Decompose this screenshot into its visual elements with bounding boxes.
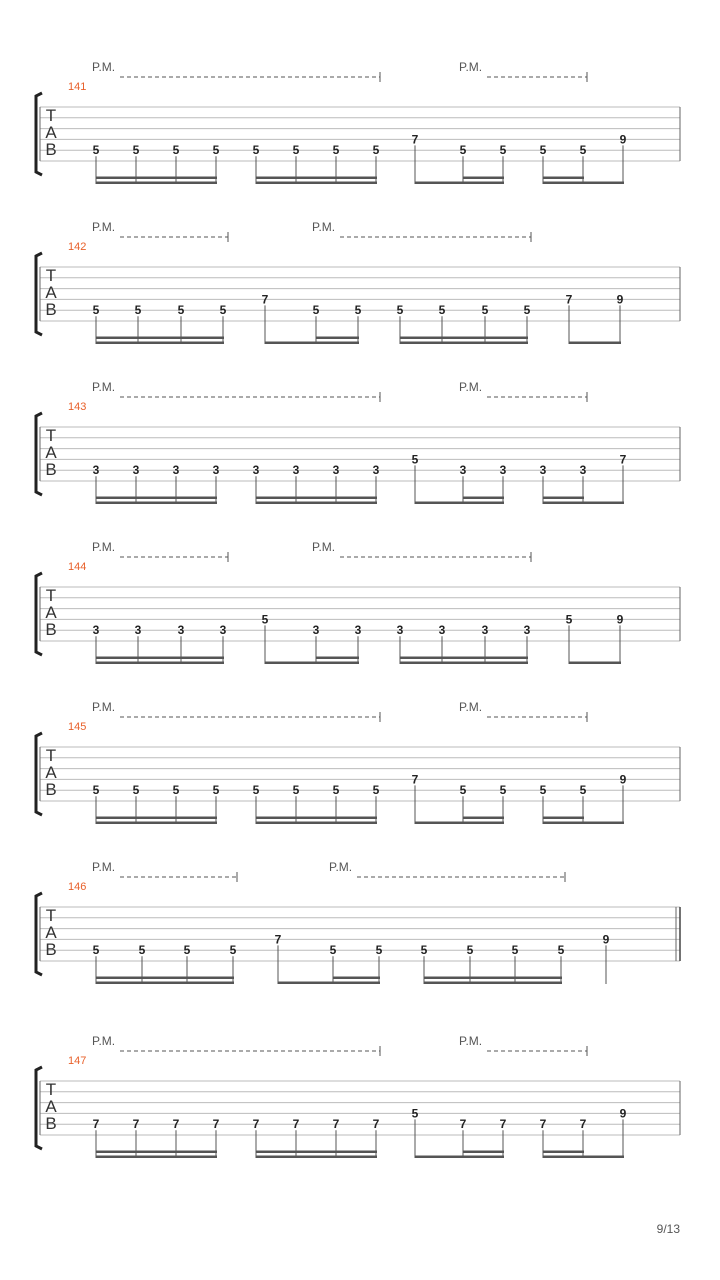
fret-number: 5 (332, 783, 340, 798)
fret-number: 5 (579, 783, 587, 798)
fret-number: 5 (372, 783, 380, 798)
tab-clef-letter: T (45, 106, 57, 125)
fret-number: 3 (292, 463, 300, 478)
tab-clef-letter: B (45, 460, 57, 479)
beam-primary (96, 182, 217, 185)
fret-number: 5 (411, 452, 419, 467)
fret-number: 5 (539, 783, 547, 798)
beam-secondary (543, 497, 584, 500)
fret-number: 3 (539, 463, 547, 478)
beam-secondary (256, 1151, 377, 1154)
tab-system (36, 700, 680, 824)
fret-number: 7 (499, 1117, 507, 1132)
palm-mute-label: P.M. (92, 860, 116, 874)
fret-number: 7 (261, 292, 269, 307)
beam-primary (256, 502, 377, 505)
system-bracket (36, 93, 42, 175)
fret-number: 5 (172, 143, 180, 158)
beam-primary (265, 662, 359, 665)
tab-clef-letter: T (45, 426, 57, 445)
fret-number: 5 (183, 943, 191, 958)
beam-secondary (463, 817, 504, 820)
fret-number: 5 (375, 943, 383, 958)
measure-number: 141 (68, 81, 87, 93)
tab-clef-letter: A (45, 763, 57, 782)
tab-clef-letter: B (45, 780, 57, 799)
beam-primary (96, 662, 224, 665)
fret-number: 9 (616, 612, 624, 627)
fret-number: 3 (523, 623, 531, 638)
fret-number: 3 (212, 463, 220, 478)
tab-clef-letter: A (45, 283, 57, 302)
fret-number: 9 (602, 932, 610, 947)
fret-number: 7 (579, 1117, 587, 1132)
fret-number: 3 (92, 623, 100, 638)
fret-number: 5 (354, 303, 362, 318)
measure-number: 146 (68, 881, 87, 893)
tab-clef-letter: A (45, 1097, 57, 1116)
fret-number: 7 (172, 1117, 180, 1132)
tab-system (36, 60, 680, 184)
fret-number: 5 (261, 612, 269, 627)
beam-secondary (463, 1151, 504, 1154)
fret-number: 7 (411, 772, 419, 787)
system-bracket (36, 253, 42, 335)
fret-number: 3 (354, 623, 362, 638)
beam-primary (256, 182, 377, 185)
tab-system (36, 1034, 680, 1158)
fret-number: 7 (92, 1117, 100, 1132)
system-bracket (36, 733, 42, 815)
beam-secondary (316, 337, 359, 340)
fret-number: 3 (396, 623, 404, 638)
palm-mute-label: P.M. (92, 1034, 116, 1048)
beam-primary (265, 342, 359, 345)
beam-primary (96, 342, 224, 345)
fret-number: 5 (132, 783, 140, 798)
fret-number: 5 (466, 943, 474, 958)
measure-number: 145 (68, 721, 87, 733)
system-bracket (36, 893, 42, 975)
fret-number: 5 (565, 612, 573, 627)
beam-secondary (316, 657, 359, 660)
palm-mute-label: P.M. (92, 700, 116, 714)
fret-number: 5 (212, 783, 220, 798)
beam-secondary (543, 177, 584, 180)
beam-secondary (543, 1151, 584, 1154)
fret-number: 9 (619, 1106, 627, 1121)
beam-primary (415, 182, 504, 185)
fret-number: 3 (92, 463, 100, 478)
fret-number: 3 (438, 623, 446, 638)
fret-number: 7 (459, 1117, 467, 1132)
fret-number: 3 (132, 463, 140, 478)
fret-number: 5 (132, 143, 140, 158)
beam-primary (424, 982, 562, 985)
beam-primary (400, 662, 528, 665)
fret-number: 5 (212, 143, 220, 158)
tab-clef-letter: T (45, 266, 57, 285)
fret-number: 5 (420, 943, 428, 958)
fret-number: 3 (372, 463, 380, 478)
fret-number: 5 (92, 943, 100, 958)
tab-system (36, 220, 680, 344)
fret-number: 5 (459, 783, 467, 798)
beam-primary (278, 982, 380, 985)
fret-number: 3 (332, 463, 340, 478)
fret-number: 5 (332, 143, 340, 158)
tab-clef-letter: T (45, 586, 57, 605)
beam-primary (96, 822, 217, 825)
fret-number: 3 (172, 463, 180, 478)
fret-number: 5 (292, 143, 300, 158)
beam-primary (543, 502, 624, 505)
beam-primary (96, 1156, 217, 1159)
beam-primary (96, 982, 234, 985)
fret-number: 7 (619, 452, 627, 467)
fret-number: 5 (134, 303, 142, 318)
beam-secondary (96, 177, 217, 180)
palm-mute-label: P.M. (92, 60, 116, 74)
palm-mute-label: P.M. (329, 860, 353, 874)
beam-secondary (96, 1151, 217, 1154)
fret-number: 3 (312, 623, 320, 638)
palm-mute-label: P.M. (459, 700, 483, 714)
fret-number: 9 (619, 772, 627, 787)
fret-number: 3 (177, 623, 185, 638)
beam-secondary (400, 657, 528, 660)
fret-number: 7 (565, 292, 573, 307)
fret-number: 5 (539, 143, 547, 158)
beam-secondary (96, 497, 217, 500)
fret-number: 3 (499, 463, 507, 478)
tab-clef-letter: B (45, 620, 57, 639)
palm-mute-label: P.M. (312, 220, 336, 234)
beam-primary (415, 1156, 504, 1159)
fret-number: 3 (459, 463, 467, 478)
system-bracket (36, 573, 42, 655)
system-bracket (36, 413, 42, 495)
fret-number: 7 (539, 1117, 547, 1132)
measure-number: 147 (68, 1055, 87, 1067)
fret-number: 3 (134, 623, 142, 638)
beam-secondary (96, 657, 224, 660)
measure-number: 142 (68, 241, 87, 253)
page-number: 9/13 (656, 1222, 680, 1236)
tab-clef-letter: B (45, 1114, 57, 1133)
beam-primary (96, 502, 217, 505)
fret-number: 3 (219, 623, 227, 638)
beam-secondary (256, 817, 377, 820)
beam-primary (256, 822, 377, 825)
palm-mute-label: P.M. (459, 60, 483, 74)
measure-number: 144 (68, 561, 87, 573)
beam-primary (543, 1156, 624, 1159)
fret-number: 5 (372, 143, 380, 158)
beam-primary (415, 502, 504, 505)
beam-secondary (96, 337, 224, 340)
tab-clef-letter: B (45, 940, 57, 959)
tab-clef-letter: T (45, 906, 57, 925)
fret-number: 5 (396, 303, 404, 318)
fret-number: 7 (411, 132, 419, 147)
tab-clef-letter: A (45, 443, 57, 462)
fret-number: 5 (481, 303, 489, 318)
tab-clef-letter: A (45, 603, 57, 622)
beam-primary (569, 342, 621, 345)
fret-number: 5 (172, 783, 180, 798)
fret-number: 7 (212, 1117, 220, 1132)
fret-number: 7 (292, 1117, 300, 1132)
fret-number: 5 (329, 943, 337, 958)
tab-system (36, 860, 680, 984)
beam-primary (543, 182, 624, 185)
beam-secondary (463, 497, 504, 500)
tab-clef-letter: A (45, 923, 57, 942)
fret-number: 5 (459, 143, 467, 158)
tab-clef-letter: T (45, 1080, 57, 1099)
palm-mute-label: P.M. (459, 380, 483, 394)
fret-number: 5 (292, 783, 300, 798)
fret-number: 5 (219, 303, 227, 318)
palm-mute-label: P.M. (312, 540, 336, 554)
fret-number: 5 (511, 943, 519, 958)
tab-system (36, 380, 680, 504)
beam-primary (256, 1156, 377, 1159)
fret-number: 3 (252, 463, 260, 478)
fret-number: 3 (481, 623, 489, 638)
tab-clef-letter: B (45, 140, 57, 159)
system-bracket (36, 1067, 42, 1149)
fret-number: 5 (92, 143, 100, 158)
fret-number: 5 (92, 783, 100, 798)
fret-number: 9 (619, 132, 627, 147)
tab-system (36, 540, 680, 664)
tab-clef-letter: T (45, 746, 57, 765)
beam-secondary (333, 977, 380, 980)
tab-clef-letter: A (45, 123, 57, 142)
fret-number: 5 (411, 1106, 419, 1121)
palm-mute-label: P.M. (92, 540, 116, 554)
fret-number: 7 (372, 1117, 380, 1132)
fret-number: 5 (138, 943, 146, 958)
fret-number: 5 (252, 783, 260, 798)
palm-mute-label: P.M. (92, 380, 116, 394)
beam-secondary (400, 337, 528, 340)
tab-clef-letter: B (45, 300, 57, 319)
beam-secondary (543, 817, 584, 820)
fret-number: 7 (332, 1117, 340, 1132)
palm-mute-label: P.M. (459, 1034, 483, 1048)
beam-secondary (96, 817, 217, 820)
fret-number: 5 (438, 303, 446, 318)
fret-number: 5 (312, 303, 320, 318)
fret-number: 5 (499, 783, 507, 798)
fret-number: 5 (92, 303, 100, 318)
fret-number: 7 (252, 1117, 260, 1132)
beam-secondary (256, 497, 377, 500)
fret-number: 5 (523, 303, 531, 318)
fret-number: 5 (557, 943, 565, 958)
beam-secondary (256, 177, 377, 180)
fret-number: 5 (229, 943, 237, 958)
fret-number: 5 (252, 143, 260, 158)
fret-number: 9 (616, 292, 624, 307)
fret-number: 5 (579, 143, 587, 158)
beam-primary (543, 822, 624, 825)
fret-number: 7 (132, 1117, 140, 1132)
beam-secondary (463, 177, 504, 180)
fret-number: 5 (499, 143, 507, 158)
beam-primary (415, 822, 504, 825)
beam-primary (400, 342, 528, 345)
fret-number: 7 (274, 932, 282, 947)
palm-mute-label: P.M. (92, 220, 116, 234)
fret-number: 3 (579, 463, 587, 478)
measure-number: 143 (68, 401, 87, 413)
beam-secondary (424, 977, 562, 980)
beam-secondary (96, 977, 234, 980)
beam-primary (569, 662, 621, 665)
fret-number: 5 (177, 303, 185, 318)
